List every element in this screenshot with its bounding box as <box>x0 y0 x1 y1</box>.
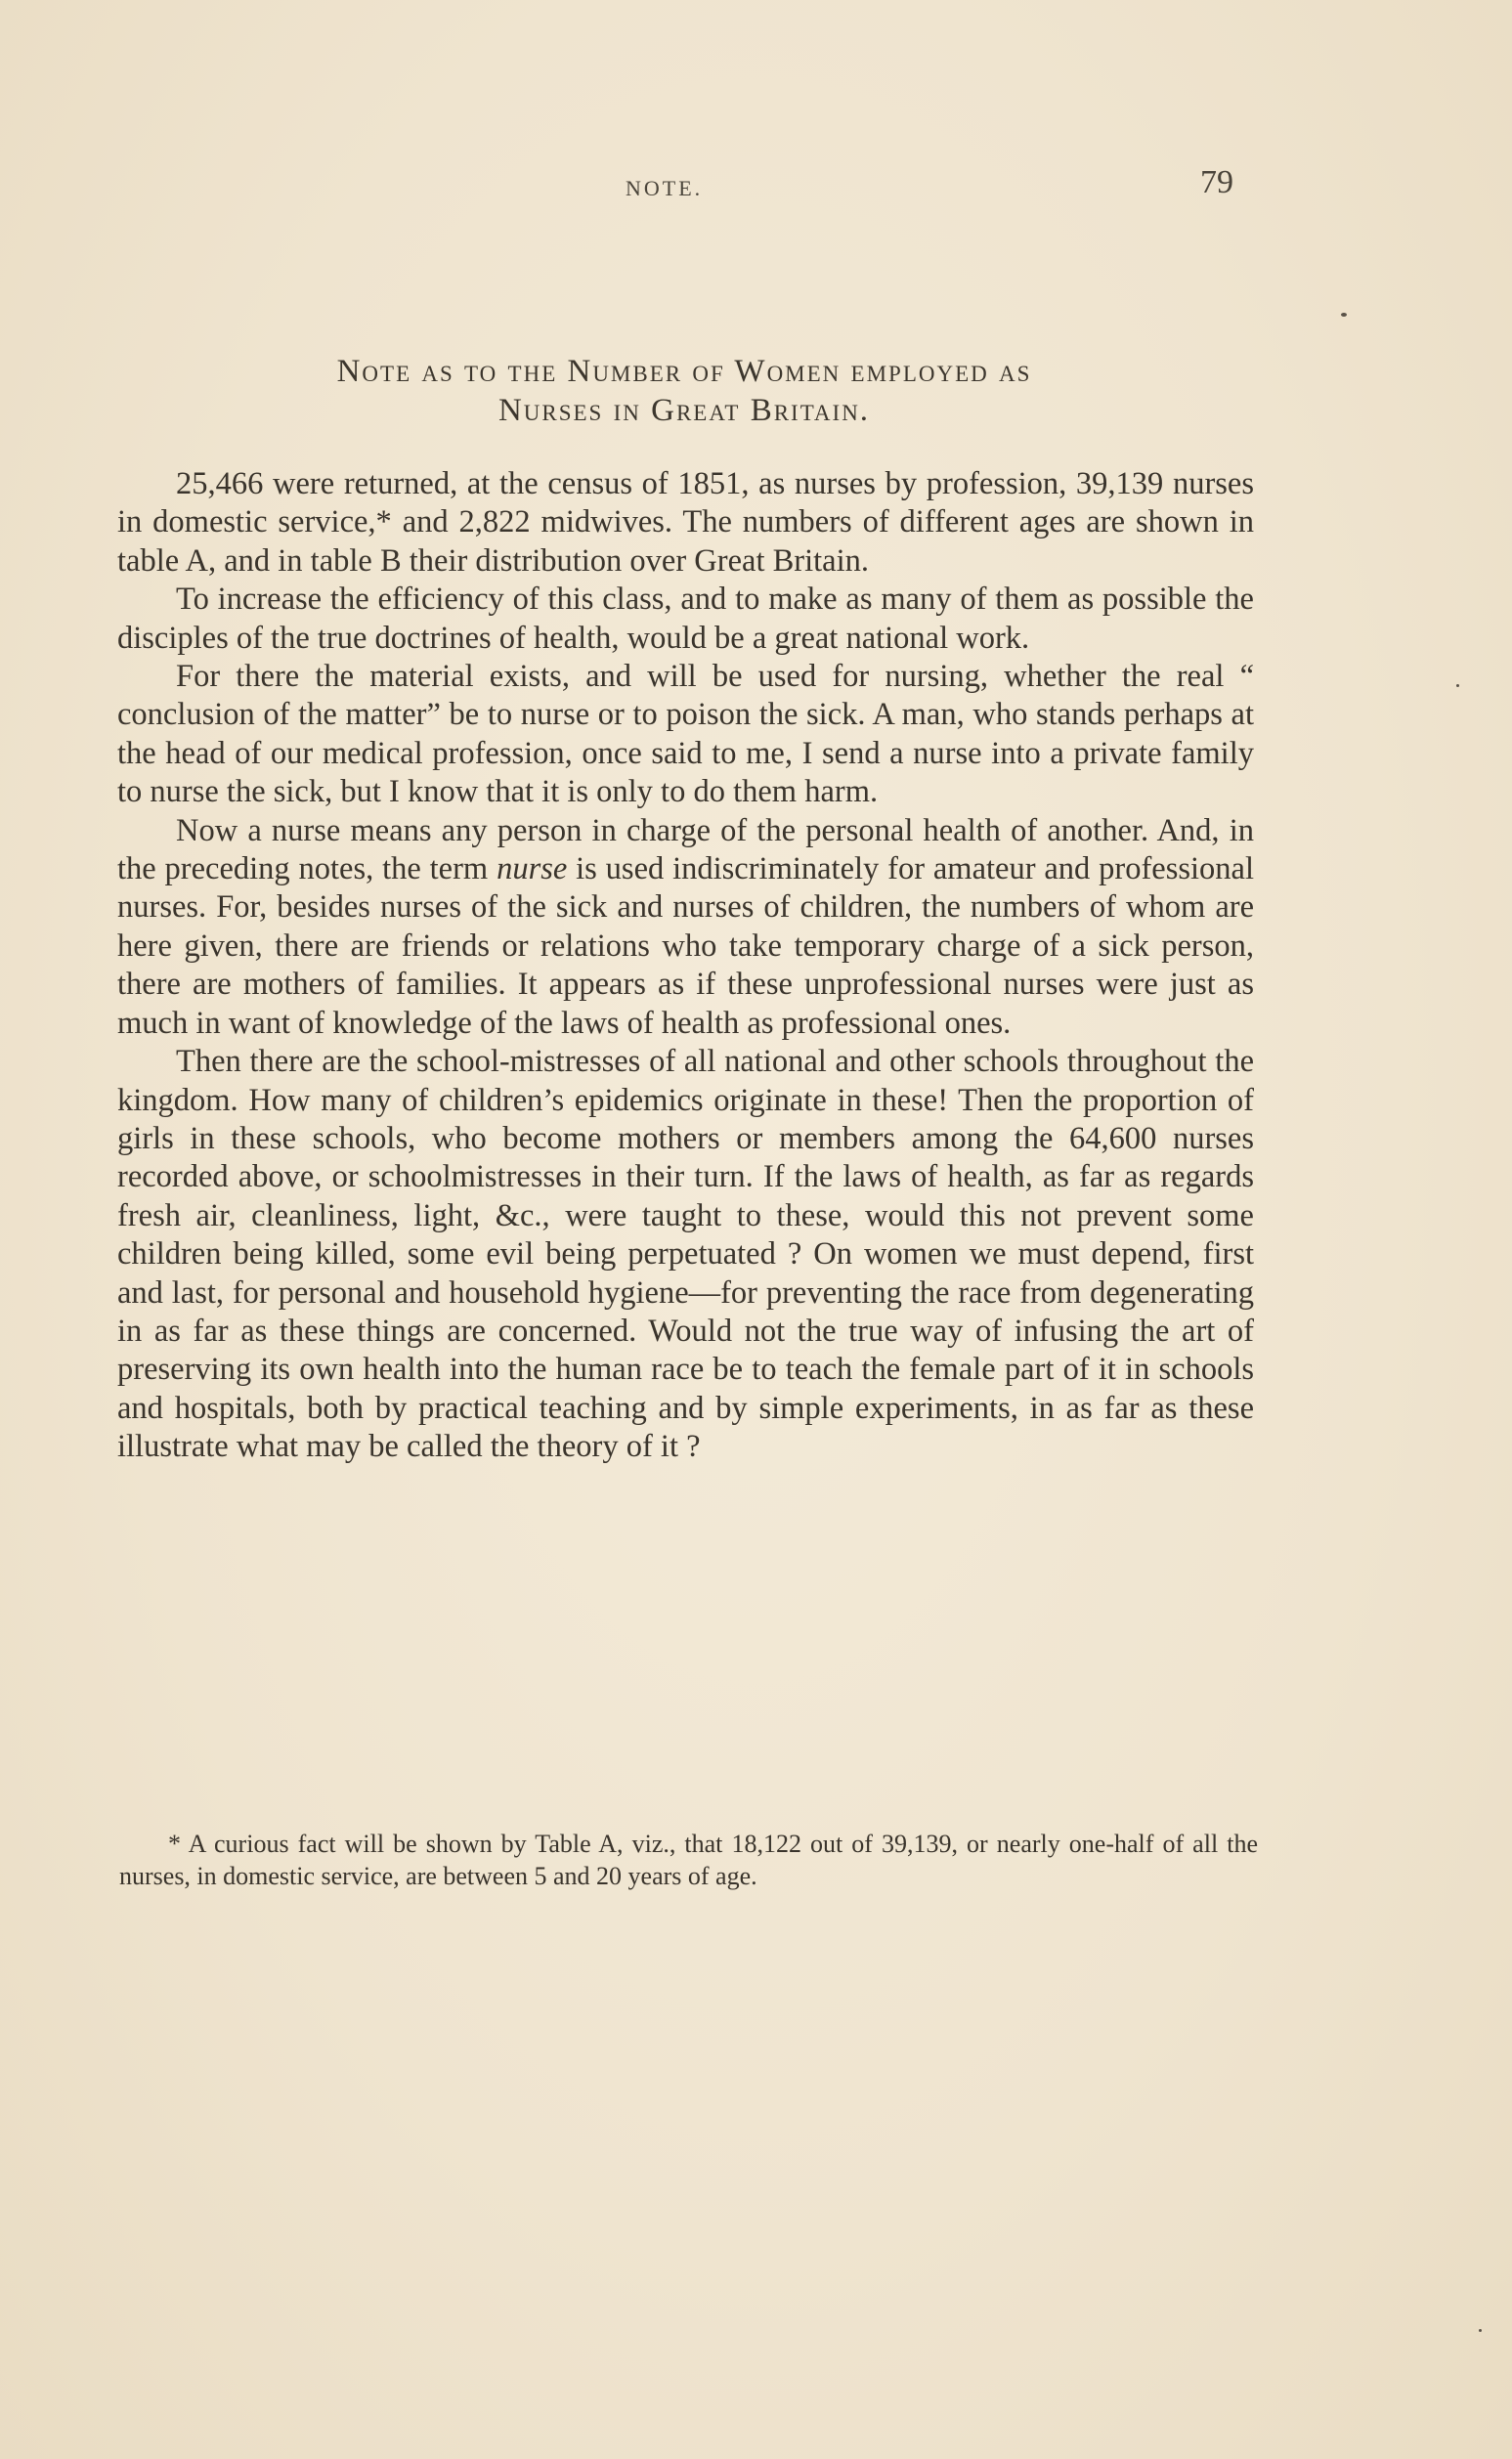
paragraph-4 <box>117 812 1254 1043</box>
paper-speck <box>1456 684 1459 687</box>
paragraph-1: 25,466 were returned, at the census of 1851, as nurses by profession, 39,139 nurses in domestic service,* and 2,822 midwives. The numbers of different ages are shown in table A, and in table B their distribution over Great Britain. <box>117 466 1254 579</box>
section-heading <box>176 352 1192 430</box>
section-heading-line-1: Note as to the Number of Women employed as <box>336 354 1032 389</box>
running-title: NOTE. <box>626 176 704 200</box>
footnote-text: * A curious fact will be shown by Table A, viz., that 18,122 out of 39,139, or nearly one-half of all the nurses, in domestic service, are between 5 and 20 years of age. <box>119 1830 1258 1890</box>
page-number: 79 <box>1200 164 1233 200</box>
paragraph-2: To increase the efficiency of this class, and to make as many of them as possible the disciples of the true doctrines of health, would be a great national work. <box>117 582 1254 656</box>
paper-speck <box>1479 2329 1482 2332</box>
footnote <box>119 1828 1258 1892</box>
paragraph-4-before: Now a nurse means any person in charge of the personal health of another. And, in the preceding notes, the term <box>117 812 1254 887</box>
paper-speck <box>1341 313 1347 317</box>
paragraph-4-after: is used indiscriminately for amateur and professional nurses. For, besides nurses of the sick and nurses of children, the numbers of whom are here given, there are friends or relations who take temporary charge of a sick person, there are mothers of families. It appears as if these unprofessional nurses were just as much in want of knowledge of the laws of health as professional ones. <box>117 851 1255 1041</box>
section-heading-line-2: Nurses in Great Britain. <box>497 393 871 428</box>
body-text <box>117 465 1254 1467</box>
paragraph-5: Then there are the school-mistresses of all national and other schools throughout the kingdom. How many of children’s epidemics originate in these! Then the proportion of girls in these schools, who become mothers or members among the 64,600 nurses recorded above, or schoolmistresses in their turn. If the laws of health, as far as regards fresh air, cleanliness, light, &c., were taught to these, would this not prevent some children being killed, some evil being perpetuated ? On women we must depend, first and last, for personal and household hygiene—for preventing the race from degenerating in as far as these things are concerned. Would not the true way of infusing the art of preserving its own health into the human race be to teach the female part of it in schools and hospitals, both by practical teaching and by simple experiments, in as far as these illustrate what may be called the theory of it ? <box>117 1044 1254 1465</box>
paragraph-4-emphasis: nurse <box>497 851 568 887</box>
paragraph-3: For there the material exists, and will be used for nursing, whether the real “ conclusion of the matter” be to nurse or to poison the sick. A man, who stands perhaps at the head of our medical profession, once said to me, I send a nurse into a private family to nurse the sick, but I know that it is only to do them harm. <box>117 659 1254 810</box>
running-head <box>0 164 1512 213</box>
